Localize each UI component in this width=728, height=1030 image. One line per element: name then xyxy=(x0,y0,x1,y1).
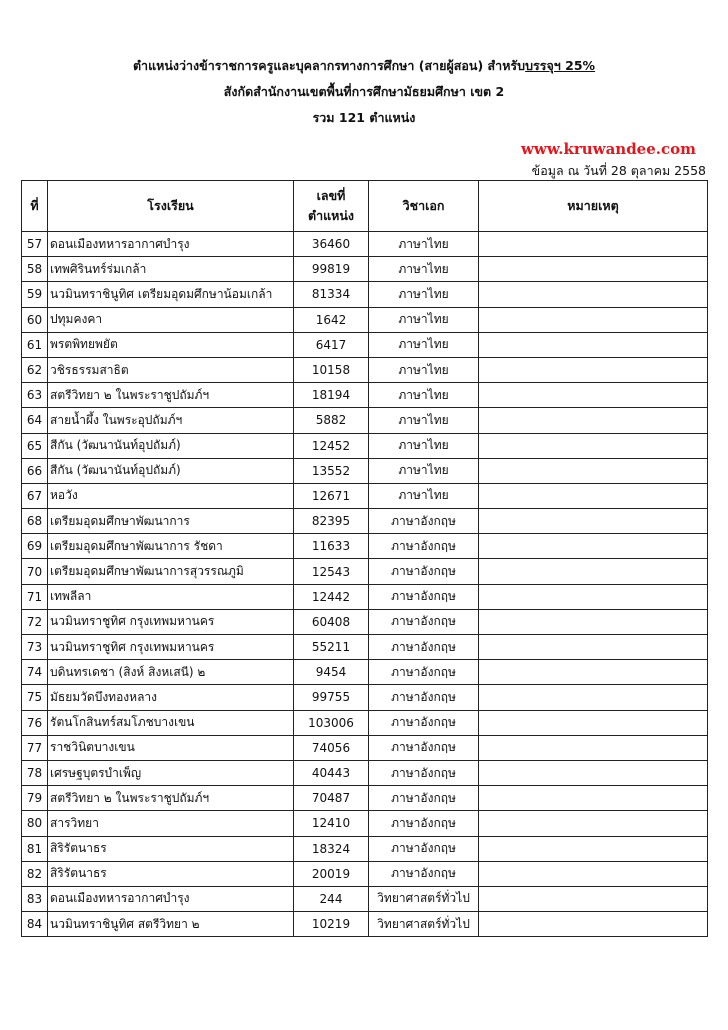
note-cell xyxy=(479,886,708,911)
table-row xyxy=(22,483,708,508)
position-number-cell: 20019 xyxy=(294,861,369,886)
header-position-no xyxy=(294,181,369,232)
position-number-cell: 103006 xyxy=(294,710,369,735)
website-watermark: www.kruwandee.com xyxy=(521,140,696,158)
table-row xyxy=(22,660,708,685)
note-cell xyxy=(479,332,708,357)
school-name-cell: นวมินทราชูทิศ กรุงเทพมหานคร xyxy=(48,609,294,634)
note-cell xyxy=(479,509,708,534)
note-cell xyxy=(479,257,708,282)
table-row xyxy=(22,357,708,382)
note-cell xyxy=(479,685,708,710)
table-row xyxy=(22,912,708,937)
table-row xyxy=(22,332,708,357)
row-number-cell: 60 xyxy=(22,307,48,332)
vacancy-table xyxy=(21,180,708,937)
row-number-cell: 84 xyxy=(22,912,48,937)
subject-cell: ภาษาไทย xyxy=(369,433,479,458)
header-school: โรงเรียน xyxy=(48,181,294,232)
note-cell xyxy=(479,760,708,785)
position-number-cell: 13552 xyxy=(294,458,369,483)
subject-cell: ภาษาอังกฤษ xyxy=(369,786,479,811)
row-number-cell: 61 xyxy=(22,332,48,357)
position-number-cell: 55211 xyxy=(294,635,369,660)
subject-cell: ภาษาอังกฤษ xyxy=(369,710,479,735)
subject-cell: ภาษาอังกฤษ xyxy=(369,861,479,886)
position-number-cell: 12671 xyxy=(294,483,369,508)
note-cell xyxy=(479,534,708,559)
header-subject: วิชาเอก xyxy=(369,181,479,232)
table-row xyxy=(22,559,708,584)
school-name-cell: เทพศิรินทร์ร่มเกล้า xyxy=(48,257,294,282)
table-row xyxy=(22,886,708,911)
position-number-cell: 10158 xyxy=(294,357,369,382)
note-cell xyxy=(479,458,708,483)
document-total: รวม 121 ตำแหน่ง xyxy=(312,110,416,125)
note-cell xyxy=(479,408,708,433)
table-row xyxy=(22,760,708,785)
subject-cell: ภาษาไทย xyxy=(369,282,479,307)
row-number-cell: 72 xyxy=(22,609,48,634)
table-row xyxy=(22,836,708,861)
row-number-cell: 57 xyxy=(22,232,48,257)
row-number-cell: 63 xyxy=(22,383,48,408)
school-name-cell: สีกัน (วัฒนานันท์อุปถัมภ์) xyxy=(48,458,294,483)
school-name-cell: นวมินทราชูทิศ กรุงเทพมหานคร xyxy=(48,635,294,660)
subject-cell: ภาษาอังกฤษ xyxy=(369,660,479,685)
subject-cell: ภาษาอังกฤษ xyxy=(369,509,479,534)
row-number-cell: 82 xyxy=(22,861,48,886)
table-row xyxy=(22,458,708,483)
note-cell xyxy=(479,660,708,685)
row-number-cell: 79 xyxy=(22,786,48,811)
table-row xyxy=(22,509,708,534)
note-cell xyxy=(479,307,708,332)
row-number-cell: 83 xyxy=(22,886,48,911)
position-number-cell: 12452 xyxy=(294,433,369,458)
row-number-cell: 74 xyxy=(22,660,48,685)
subject-cell: วิทยาศาสตร์ทั่วไป xyxy=(369,912,479,937)
subject-cell: ภาษาไทย xyxy=(369,257,479,282)
table-row xyxy=(22,282,708,307)
position-number-cell: 9454 xyxy=(294,660,369,685)
data-as-of-date: ข้อมูล ณ วันที่ 28 ตุลาคม 2558 xyxy=(531,163,706,178)
table-row xyxy=(22,735,708,760)
note-cell xyxy=(479,282,708,307)
school-name-cell: สิริรัตนาธร xyxy=(48,836,294,861)
position-number-cell: 99755 xyxy=(294,685,369,710)
row-number-cell: 69 xyxy=(22,534,48,559)
table-row xyxy=(22,584,708,609)
note-cell xyxy=(479,584,708,609)
title-text: ตำแหน่งว่างข้าราชการครูและบุคลากรทางการศึกษา (สายผู้สอน) สำหรับ xyxy=(132,58,526,73)
subject-cell: วิทยาศาสตร์ทั่วไป xyxy=(369,886,479,911)
school-name-cell: สีกัน (วัฒนานันท์อุปถัมภ์) xyxy=(48,433,294,458)
subject-cell: ภาษาไทย xyxy=(369,483,479,508)
subject-cell: ภาษาอังกฤษ xyxy=(369,685,479,710)
subject-cell: ภาษาไทย xyxy=(369,232,479,257)
school-name-cell: สายน้ำผึ้ง ในพระอุปถัมภ์ฯ xyxy=(48,408,294,433)
subject-cell: ภาษาอังกฤษ xyxy=(369,609,479,634)
row-number-cell: 71 xyxy=(22,584,48,609)
title-underlined-text: บรรจุฯ 25% xyxy=(525,58,596,73)
row-number-cell: 58 xyxy=(22,257,48,282)
subject-cell: ภาษาไทย xyxy=(369,383,479,408)
position-number-cell: 12410 xyxy=(294,811,369,836)
note-cell xyxy=(479,735,708,760)
subject-cell: ภาษาอังกฤษ xyxy=(369,534,479,559)
note-cell xyxy=(479,559,708,584)
note-cell xyxy=(479,357,708,382)
table-row xyxy=(22,307,708,332)
table-row xyxy=(22,811,708,836)
school-name-cell: เศรษฐบุตรบำเพ็ญ xyxy=(48,760,294,785)
header-position-no-line2: ตำแหน่ง xyxy=(307,208,355,223)
row-number-cell: 75 xyxy=(22,685,48,710)
table-row xyxy=(22,383,708,408)
position-number-cell: 10219 xyxy=(294,912,369,937)
row-number-cell: 80 xyxy=(22,811,48,836)
row-number-cell: 77 xyxy=(22,735,48,760)
note-cell xyxy=(479,232,708,257)
header-position-no-line1: เลขที่ xyxy=(316,188,346,203)
position-number-cell: 74056 xyxy=(294,735,369,760)
table-row xyxy=(22,861,708,886)
document-subtitle: สังกัดสำนักงานเขตพื้นที่การศึกษามัธยมศึกษา เขต 2 xyxy=(223,84,505,99)
subject-cell: ภาษาไทย xyxy=(369,332,479,357)
subject-cell: ภาษาอังกฤษ xyxy=(369,635,479,660)
school-name-cell: สตรีวิทยา ๒ ในพระราชูปถัมภ์ฯ xyxy=(48,786,294,811)
school-name-cell: บดินทรเดชา (สิงห์ สิงหเสนี) ๒ xyxy=(48,660,294,685)
note-cell xyxy=(479,786,708,811)
row-number-cell: 81 xyxy=(22,836,48,861)
position-number-cell: 99819 xyxy=(294,257,369,282)
position-number-cell: 82395 xyxy=(294,509,369,534)
position-number-cell: 1642 xyxy=(294,307,369,332)
note-cell xyxy=(479,433,708,458)
school-name-cell: สิริรัตนาธร xyxy=(48,861,294,886)
school-name-cell: ดอนเมืองทหารอากาศบำรุง xyxy=(48,886,294,911)
document-title xyxy=(0,56,728,76)
row-number-cell: 70 xyxy=(22,559,48,584)
school-name-cell: เตรียมอุดมศึกษาพัฒนาการ xyxy=(48,509,294,534)
school-name-cell: นวมินทราชินูทิศ สตรีวิทยา ๒ xyxy=(48,912,294,937)
position-number-cell: 18194 xyxy=(294,383,369,408)
subject-cell: ภาษาอังกฤษ xyxy=(369,760,479,785)
subject-cell: ภาษาอังกฤษ xyxy=(369,584,479,609)
subject-cell: ภาษาอังกฤษ xyxy=(369,559,479,584)
school-name-cell: พรตพิทยพยัต xyxy=(48,332,294,357)
table-row xyxy=(22,257,708,282)
row-number-cell: 67 xyxy=(22,483,48,508)
position-number-cell: 5882 xyxy=(294,408,369,433)
note-cell xyxy=(479,836,708,861)
school-name-cell: เตรียมอุดมศึกษาพัฒนาการสุวรรณภูมิ xyxy=(48,559,294,584)
note-cell xyxy=(479,383,708,408)
table-row xyxy=(22,685,708,710)
school-name-cell: ดอนเมืองทหารอากาศบำรุง xyxy=(48,232,294,257)
table-row xyxy=(22,635,708,660)
school-name-cell: เตรียมอุดมศึกษาพัฒนาการ รัชดา xyxy=(48,534,294,559)
position-number-cell: 12543 xyxy=(294,559,369,584)
school-name-cell: ปทุมคงคา xyxy=(48,307,294,332)
note-cell xyxy=(479,635,708,660)
school-name-cell: รัตนโกสินทร์สมโภชบางเขน xyxy=(48,710,294,735)
table-row xyxy=(22,710,708,735)
table-row xyxy=(22,534,708,559)
subject-cell: ภาษาอังกฤษ xyxy=(369,735,479,760)
header-note: หมายเหตุ xyxy=(479,181,708,232)
subject-cell: ภาษาอังกฤษ xyxy=(369,811,479,836)
row-number-cell: 73 xyxy=(22,635,48,660)
position-number-cell: 11633 xyxy=(294,534,369,559)
position-number-cell: 244 xyxy=(294,886,369,911)
row-number-cell: 64 xyxy=(22,408,48,433)
row-number-cell: 59 xyxy=(22,282,48,307)
row-number-cell: 65 xyxy=(22,433,48,458)
position-number-cell: 40443 xyxy=(294,760,369,785)
note-cell xyxy=(479,811,708,836)
row-number-cell: 62 xyxy=(22,357,48,382)
table-row xyxy=(22,609,708,634)
note-cell xyxy=(479,912,708,937)
school-name-cell: นวมินทราชินูทิศ เตรียมอุดมศึกษาน้อมเกล้า xyxy=(48,282,294,307)
position-number-cell: 60408 xyxy=(294,609,369,634)
note-cell xyxy=(479,861,708,886)
subject-cell: ภาษาอังกฤษ xyxy=(369,836,479,861)
school-name-cell: สารวิทยา xyxy=(48,811,294,836)
row-number-cell: 66 xyxy=(22,458,48,483)
table-row xyxy=(22,408,708,433)
position-number-cell: 81334 xyxy=(294,282,369,307)
position-number-cell: 18324 xyxy=(294,836,369,861)
subject-cell: ภาษาไทย xyxy=(369,357,479,382)
school-name-cell: ราชวินิตบางเขน xyxy=(48,735,294,760)
subject-cell: ภาษาไทย xyxy=(369,307,479,332)
school-name-cell: สตรีวิทยา ๒ ในพระราชูปถัมภ์ฯ xyxy=(48,383,294,408)
note-cell xyxy=(479,710,708,735)
school-name-cell: มัธยมวัดบึงทองหลาง xyxy=(48,685,294,710)
position-number-cell: 36460 xyxy=(294,232,369,257)
row-number-cell: 78 xyxy=(22,760,48,785)
table-row xyxy=(22,786,708,811)
note-cell xyxy=(479,609,708,634)
table-header-row xyxy=(22,181,708,232)
school-name-cell: เทพลีลา xyxy=(48,584,294,609)
row-number-cell: 68 xyxy=(22,509,48,534)
note-cell xyxy=(479,483,708,508)
header-no: ที่ xyxy=(22,181,48,232)
position-number-cell: 6417 xyxy=(294,332,369,357)
subject-cell: ภาษาไทย xyxy=(369,458,479,483)
table-row xyxy=(22,232,708,257)
table-row xyxy=(22,433,708,458)
position-number-cell: 12442 xyxy=(294,584,369,609)
school-name-cell: วชิรธรรมสาธิต xyxy=(48,357,294,382)
subject-cell: ภาษาไทย xyxy=(369,408,479,433)
school-name-cell: หอวัง xyxy=(48,483,294,508)
row-number-cell: 76 xyxy=(22,710,48,735)
position-number-cell: 70487 xyxy=(294,786,369,811)
